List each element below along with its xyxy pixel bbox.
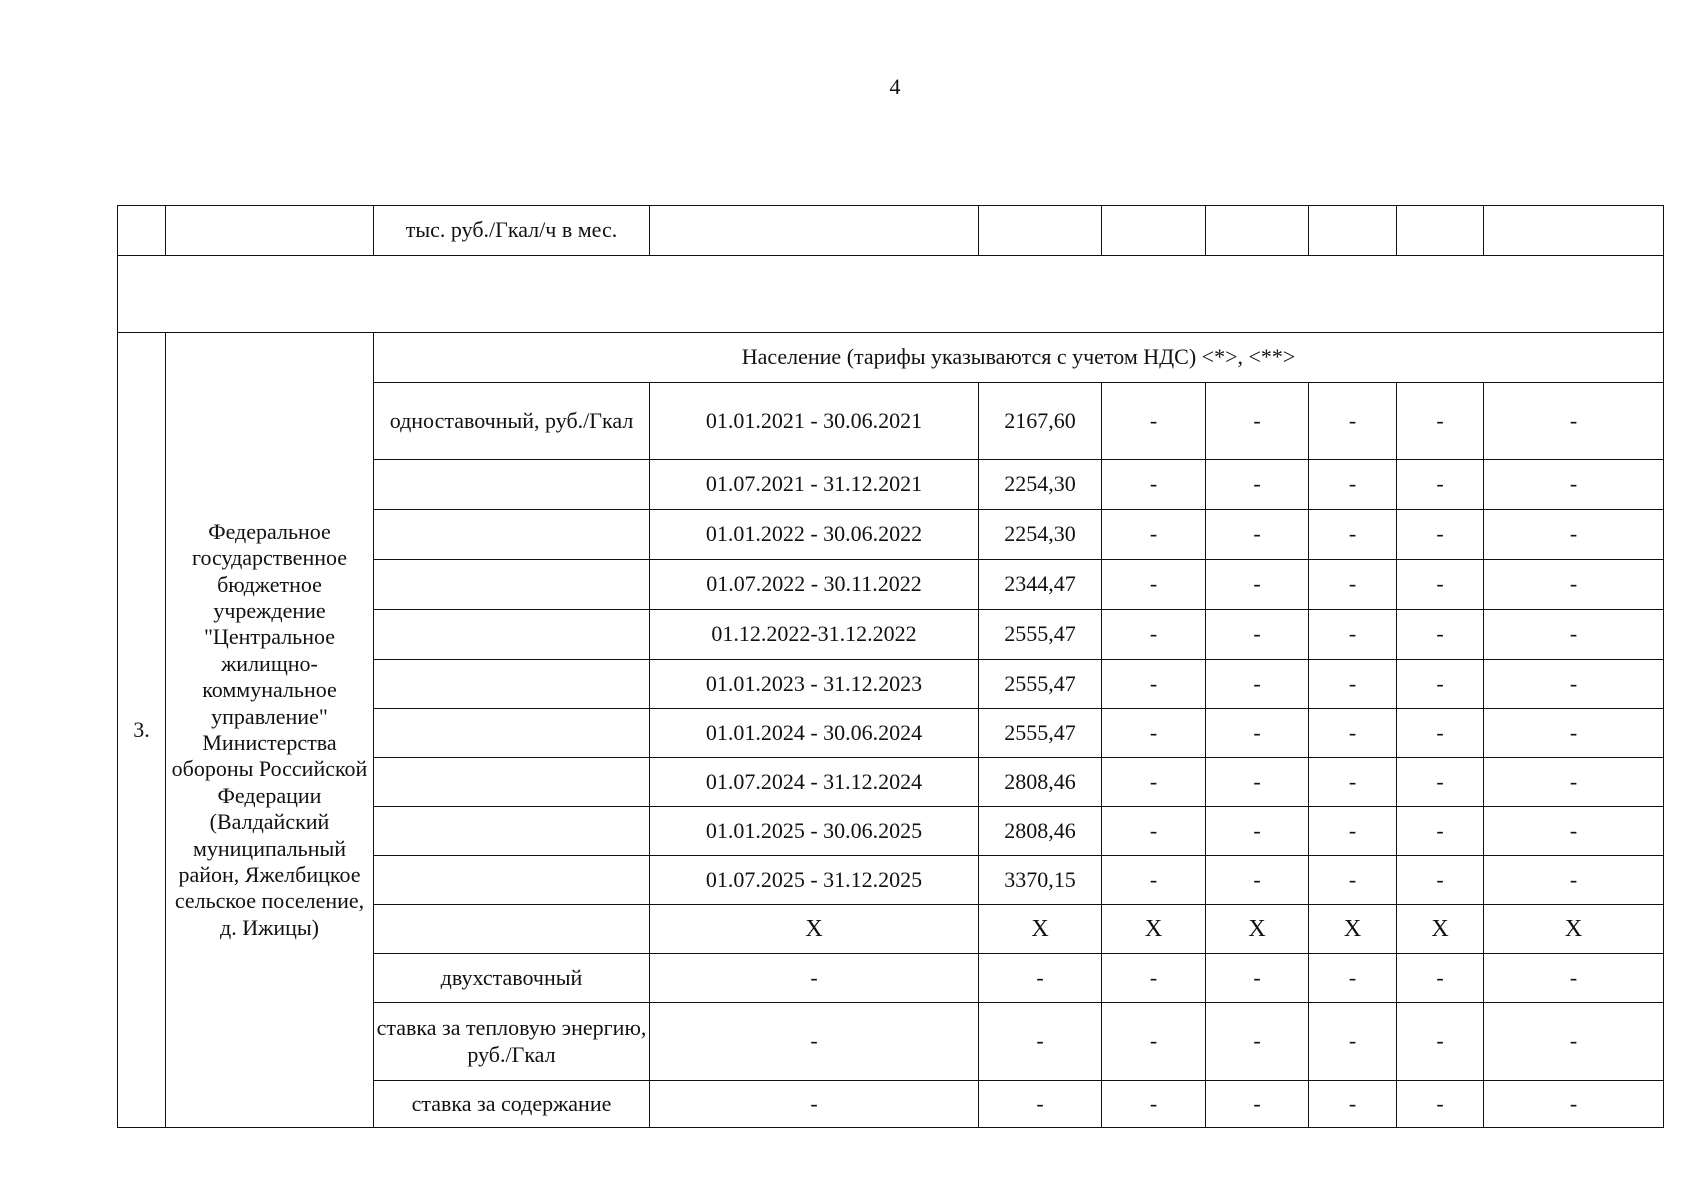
group-row [118,333,1664,383]
dash-cell: - [1484,856,1664,905]
dash-cell: - [1206,460,1309,510]
dash-cell: - [1309,1003,1397,1081]
rate-type-empty [374,856,650,905]
dash-cell: - [1309,709,1397,758]
rate-type-empty [374,560,650,610]
cross-cell: X [979,905,1102,954]
dash-cell: - [1206,709,1309,758]
dash-cell: - [1102,1003,1206,1081]
period-cell: 01.07.2021 - 31.12.2021 [650,460,979,510]
spacer-row [118,256,1664,333]
rate-type-empty [374,758,650,807]
dash-cell: - [1397,383,1484,460]
dash-cell: - [1102,709,1206,758]
dash-cell: - [1206,610,1309,660]
dash-cell: - [1397,709,1484,758]
dash-cell: - [1309,560,1397,610]
dash-cell: - [1102,510,1206,560]
tariff-table [117,205,1664,1128]
dash-cell: - [1484,758,1664,807]
tariff-value: 2555,47 [979,660,1102,709]
dash-cell: - [1397,460,1484,510]
dash-cell: - [979,1003,1102,1081]
dash-cell: - [1309,383,1397,460]
cross-cell: X [650,905,979,954]
group-title: Население (тарифы указываются с учетом НДС) <*>, <**> [374,333,1664,383]
rate-type-empty [374,610,650,660]
tariff-value: 2254,30 [979,510,1102,560]
dash-cell: - [1309,807,1397,856]
dash-cell: - [1206,807,1309,856]
period-cell: 01.07.2024 - 31.12.2024 [650,758,979,807]
dash-cell: - [1102,610,1206,660]
dash-cell: - [650,1081,979,1128]
period-cell: 01.07.2022 - 30.11.2022 [650,560,979,610]
period-cell: 01.01.2022 - 30.06.2022 [650,510,979,560]
rate-type-label: ставка за тепловую энергию, руб./Гкал [374,1003,650,1081]
dash-cell: - [1484,954,1664,1003]
tariff-value: 2167,60 [979,383,1102,460]
rate-type-label: двухставочный [374,954,650,1003]
dash-cell: - [1102,1081,1206,1128]
dash-cell: - [1484,510,1664,560]
dash-cell: - [1397,610,1484,660]
dash-cell: - [1102,560,1206,610]
dash-cell: - [1309,510,1397,560]
dash-cell: - [979,954,1102,1003]
cross-cell: X [1102,905,1206,954]
dash-cell: - [1484,460,1664,510]
cross-cell: X [1206,905,1309,954]
dash-cell: - [1397,1003,1484,1081]
rate-type-empty [374,660,650,709]
tariff-value: 2808,46 [979,758,1102,807]
tariff-value: 2555,47 [979,709,1102,758]
period-cell: 01.01.2025 - 30.06.2025 [650,807,979,856]
page-number: 4 [889,74,901,99]
cross-cell: X [1309,905,1397,954]
period-cell: 01.12.2022-31.12.2022 [650,610,979,660]
dash-cell: - [1397,1081,1484,1128]
dash-cell: - [1397,807,1484,856]
rate-type-label: одноставочный, руб./Гкал [374,383,650,460]
period-cell: 01.01.2021 - 30.06.2021 [650,383,979,460]
dash-cell: - [1309,856,1397,905]
rate-type-empty [374,905,650,954]
dash-cell: - [1102,758,1206,807]
dash-cell: - [1102,807,1206,856]
dash-cell: - [1484,660,1664,709]
dash-cell: - [1484,709,1664,758]
rate-type-empty [374,807,650,856]
dash-cell: - [1309,660,1397,709]
dash-cell: - [1397,954,1484,1003]
dash-cell: - [1484,1081,1664,1128]
dash-cell: - [650,1003,979,1081]
rate-type-empty [374,510,650,560]
dash-cell: - [1484,560,1664,610]
rate-type-empty [374,709,650,758]
organization-name: Федеральное государственное бюджетное учреждение "Центральное жилищно-коммунальное управление" Министерства обороны Российской Федерации (Валдайский муниципальный район, Яжелбицкое сельское поселение, д. Ижицы) [166,333,374,1128]
dash-cell: - [1102,460,1206,510]
dash-cell: - [1102,954,1206,1003]
dash-cell: - [1309,610,1397,660]
dash-cell: - [1484,1003,1664,1081]
dash-cell: - [1206,660,1309,709]
dash-cell: - [1309,460,1397,510]
period-cell: 01.01.2023 - 31.12.2023 [650,660,979,709]
dash-cell: - [1309,954,1397,1003]
dash-cell: - [1206,1081,1309,1128]
dash-cell: - [1484,610,1664,660]
dash-cell: - [650,954,979,1003]
tariff-value: 2344,47 [979,560,1102,610]
period-cell: 01.07.2025 - 31.12.2025 [650,856,979,905]
tariff-value: 2555,47 [979,610,1102,660]
dash-cell: - [1397,660,1484,709]
dash-cell: - [1206,560,1309,610]
dash-cell: - [1206,954,1309,1003]
cross-cell: X [1484,905,1664,954]
dash-cell: - [1206,510,1309,560]
dash-cell: - [1206,758,1309,807]
dash-cell: - [1102,856,1206,905]
dash-cell: - [1484,383,1664,460]
dash-cell: - [1397,856,1484,905]
dash-cell: - [1397,758,1484,807]
dash-cell: - [1206,383,1309,460]
dash-cell: - [1309,1081,1397,1128]
dash-cell: - [1206,856,1309,905]
cross-cell: X [1397,905,1484,954]
table-row [118,206,1664,256]
rate-type-label: ставка за содержание [374,1081,650,1128]
dash-cell: - [1102,660,1206,709]
dash-cell: - [1397,560,1484,610]
tariff-value: 2808,46 [979,807,1102,856]
tariff-value: 3370,15 [979,856,1102,905]
dash-cell: - [1397,510,1484,560]
tariff-value: 2254,30 [979,460,1102,510]
dash-cell: - [1484,807,1664,856]
unit-cell: тыс. руб./Гкал/ч в мес. [374,206,650,256]
dash-cell: - [979,1081,1102,1128]
period-cell: 01.01.2024 - 30.06.2024 [650,709,979,758]
rate-type-empty [374,460,650,510]
dash-cell: - [1206,1003,1309,1081]
dash-cell: - [1102,383,1206,460]
row-number: 3. [118,333,166,1128]
dash-cell: - [1309,758,1397,807]
